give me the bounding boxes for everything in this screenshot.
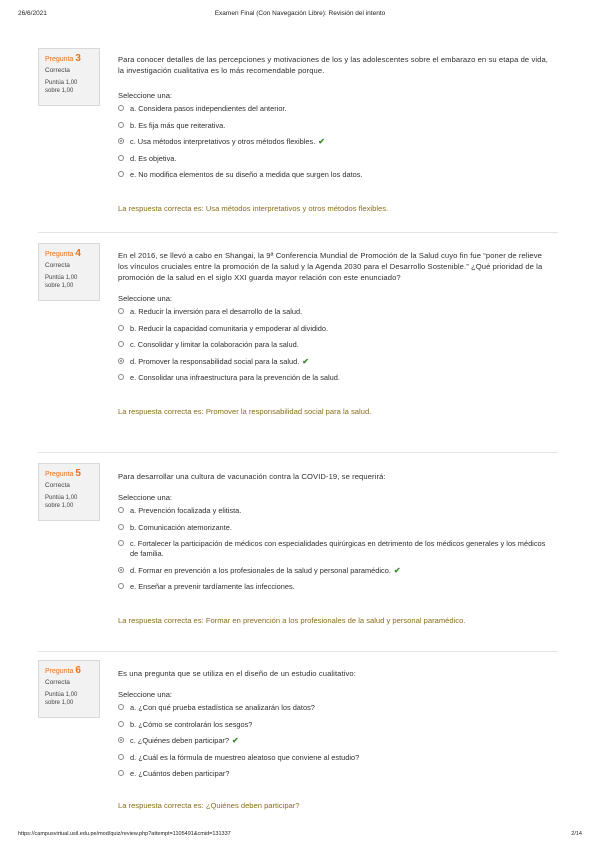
question-number: 4 — [75, 248, 81, 259]
question-content — [118, 243, 548, 416]
answer-list — [118, 506, 548, 592]
answer-option[interactable]: c. Fortalecer la participación de médicos con especialidades quirúrgicas en detrimento de los médicos generales y los médicos de familia. — [118, 539, 548, 559]
question-info-box — [38, 48, 100, 106]
answer-option[interactable]: d. Promover la responsabilidad social para la salud. ✔ — [118, 357, 548, 367]
radio-button[interactable] — [118, 704, 124, 710]
answer-option[interactable]: c. ¿Quiénes deben participar? ✔ — [118, 736, 548, 746]
answer-list — [118, 307, 548, 383]
question-info-box — [38, 660, 100, 718]
question-state: Correcta — [45, 679, 70, 686]
question-label: Pregunta — [45, 668, 74, 675]
question-label: Pregunta — [45, 251, 74, 258]
question-text: Para conocer detalles de las percepciones y motivaciones de los y las adolescentes sobre el embarazo en su etapa de vida, la investigación cualitativa es lo más recomendable porque. — [118, 55, 548, 75]
answer-option[interactable]: e. No modifica elementos de su diseño a medida que surgen los datos. — [118, 170, 548, 180]
correct-answer-feedback: La respuesta correcta es: ¿Quiénes deben participar? — [118, 801, 300, 810]
question-grade: Puntúa 1,00 sobre 1,00 — [45, 692, 78, 706]
select-prompt: Seleccione una: — [118, 690, 173, 699]
answer-option[interactable]: d. ¿Cuál es la fórmula de muestreo aleatoso que conviene al estudio? — [118, 753, 548, 763]
correct-check-icon: ✔ — [393, 565, 401, 575]
radio-button[interactable] — [118, 105, 124, 111]
radio-button[interactable] — [118, 155, 124, 161]
question-grade: Puntúa 1,00 sobre 1,00 — [45, 495, 78, 509]
question-number: 5 — [75, 468, 81, 479]
question-state: Correcta — [45, 262, 70, 269]
radio-button[interactable] — [118, 583, 124, 589]
answer-option[interactable]: a. ¿Con qué prueba estadística se analizarán los datos? — [118, 703, 548, 713]
question-grade: Puntúa 1,00 sobre 1,00 — [45, 80, 78, 94]
answer-option[interactable]: b. Reducir la capacidad comunitaria y empoderar al dividido. — [118, 324, 548, 334]
footer-page-number: 2/14 — [571, 831, 582, 837]
answer-option[interactable]: b. Comunicación atemorizante. — [118, 523, 548, 533]
question-state: Correcta — [45, 482, 70, 489]
radio-button[interactable] — [118, 341, 124, 347]
answer-option[interactable]: c. Usa métodos interpretativos y otros métodos flexibles. ✔ — [118, 137, 548, 147]
answer-option[interactable]: d. Formar en prevención a los profesionales de la salud y personal paramédico. ✔ — [118, 566, 548, 576]
footer-url: https://campusvirtual.usil.edu.pe/mod/quiz/review.php?attempt=1105491&cmid=131337 — [18, 831, 231, 837]
question-label: Pregunta — [45, 56, 74, 63]
answer-option[interactable]: c. Consolidar y limitar la colaboración para la salud. — [118, 340, 548, 350]
question-text: Para desarrollar una cultura de vacunación contra la COVID-19, se requerirá: — [118, 472, 386, 481]
question-info-box — [38, 243, 100, 301]
correct-answer-feedback: La respuesta correcta es: Promover la responsabilidad social para la salud. — [118, 407, 372, 416]
radio-button-selected[interactable] — [118, 358, 124, 364]
select-prompt: Seleccione una: — [118, 493, 173, 502]
radio-button[interactable] — [118, 122, 124, 128]
radio-button[interactable] — [118, 754, 124, 760]
radio-button[interactable] — [118, 524, 124, 530]
answer-option[interactable]: a. Prevención focalizada y elitista. — [118, 506, 548, 516]
question-text: Es una pregunta que se utiliza en el diseño de un estudio cualitativo: — [118, 669, 356, 678]
radio-button[interactable] — [118, 507, 124, 513]
answer-option[interactable]: b. ¿Cómo se controlarán los sesgos? — [118, 720, 548, 730]
header-date: 26/6/2021 — [18, 10, 47, 17]
question-text: En el 2016, se llevó a cabo en Shangai, la 9ª Conferencia Mundial de Promoción de la Salud cuyo fin fue “poner de relieve los vínculos cruciales entre la promoción de la salud y la Agenda 2030 para el Desarrollo Sostenible.” ¿Qué prioridad de la promoción de la salud en el siglo XXI guarda mayor relación con este enunciado? — [118, 251, 543, 282]
correct-answer-feedback: La respuesta correcta es: Formar en prevención a los profesionales de la salud y personal paramédico. — [118, 616, 466, 625]
radio-button[interactable] — [118, 308, 124, 314]
answer-option[interactable]: e. Enseñar a prevenir tardíamente las infecciones. — [118, 582, 548, 592]
answer-option[interactable]: d. Es objetiva. — [118, 154, 548, 164]
question-content — [118, 660, 548, 810]
radio-button-selected[interactable] — [118, 737, 124, 743]
question-grade: Puntúa 1,00 sobre 1,00 — [45, 275, 78, 289]
radio-button[interactable] — [118, 721, 124, 727]
correct-check-icon: ✔ — [232, 736, 239, 745]
divider — [38, 452, 558, 453]
answer-option[interactable]: b. Es fija más que reiterativa. — [118, 121, 548, 131]
radio-button[interactable] — [118, 325, 124, 331]
divider — [38, 232, 558, 233]
radio-button-selected[interactable] — [118, 567, 124, 573]
select-prompt: Seleccione una: — [118, 294, 173, 303]
divider — [38, 651, 558, 652]
radio-button[interactable] — [118, 374, 124, 380]
answer-option[interactable]: a. Considera pasos independientes del anterior. — [118, 104, 548, 114]
question-content — [118, 463, 548, 625]
answer-option[interactable]: e. Consolidar una infraestructura para la prevención de la salud. — [118, 373, 548, 383]
question-state: Correcta — [45, 67, 70, 74]
question-number: 3 — [75, 53, 81, 64]
correct-check-icon: ✔ — [318, 137, 325, 146]
correct-answer-feedback: La respuesta correcta es: Usa métodos interpretativos y otros métodos flexibles. — [118, 204, 389, 213]
answer-option[interactable]: a. Reducir la inversión para el desarrollo de la salud. — [118, 307, 548, 317]
answer-option[interactable]: e. ¿Cuántos deben participar? — [118, 769, 548, 779]
select-prompt: Seleccione una: — [118, 91, 173, 100]
header-title: Examen Final (Con Navegación Libre): Revisión del intento — [214, 10, 386, 17]
radio-button[interactable] — [118, 171, 124, 177]
answer-list — [118, 104, 548, 180]
radio-button[interactable] — [118, 770, 124, 776]
radio-button-selected[interactable] — [118, 138, 124, 144]
question-info-box — [38, 463, 100, 521]
question-content — [118, 48, 548, 213]
answer-list — [118, 703, 548, 779]
question-number: 6 — [75, 665, 81, 676]
correct-check-icon: ✔ — [302, 356, 309, 366]
radio-button[interactable] — [118, 540, 124, 546]
question-label: Pregunta — [45, 471, 74, 478]
